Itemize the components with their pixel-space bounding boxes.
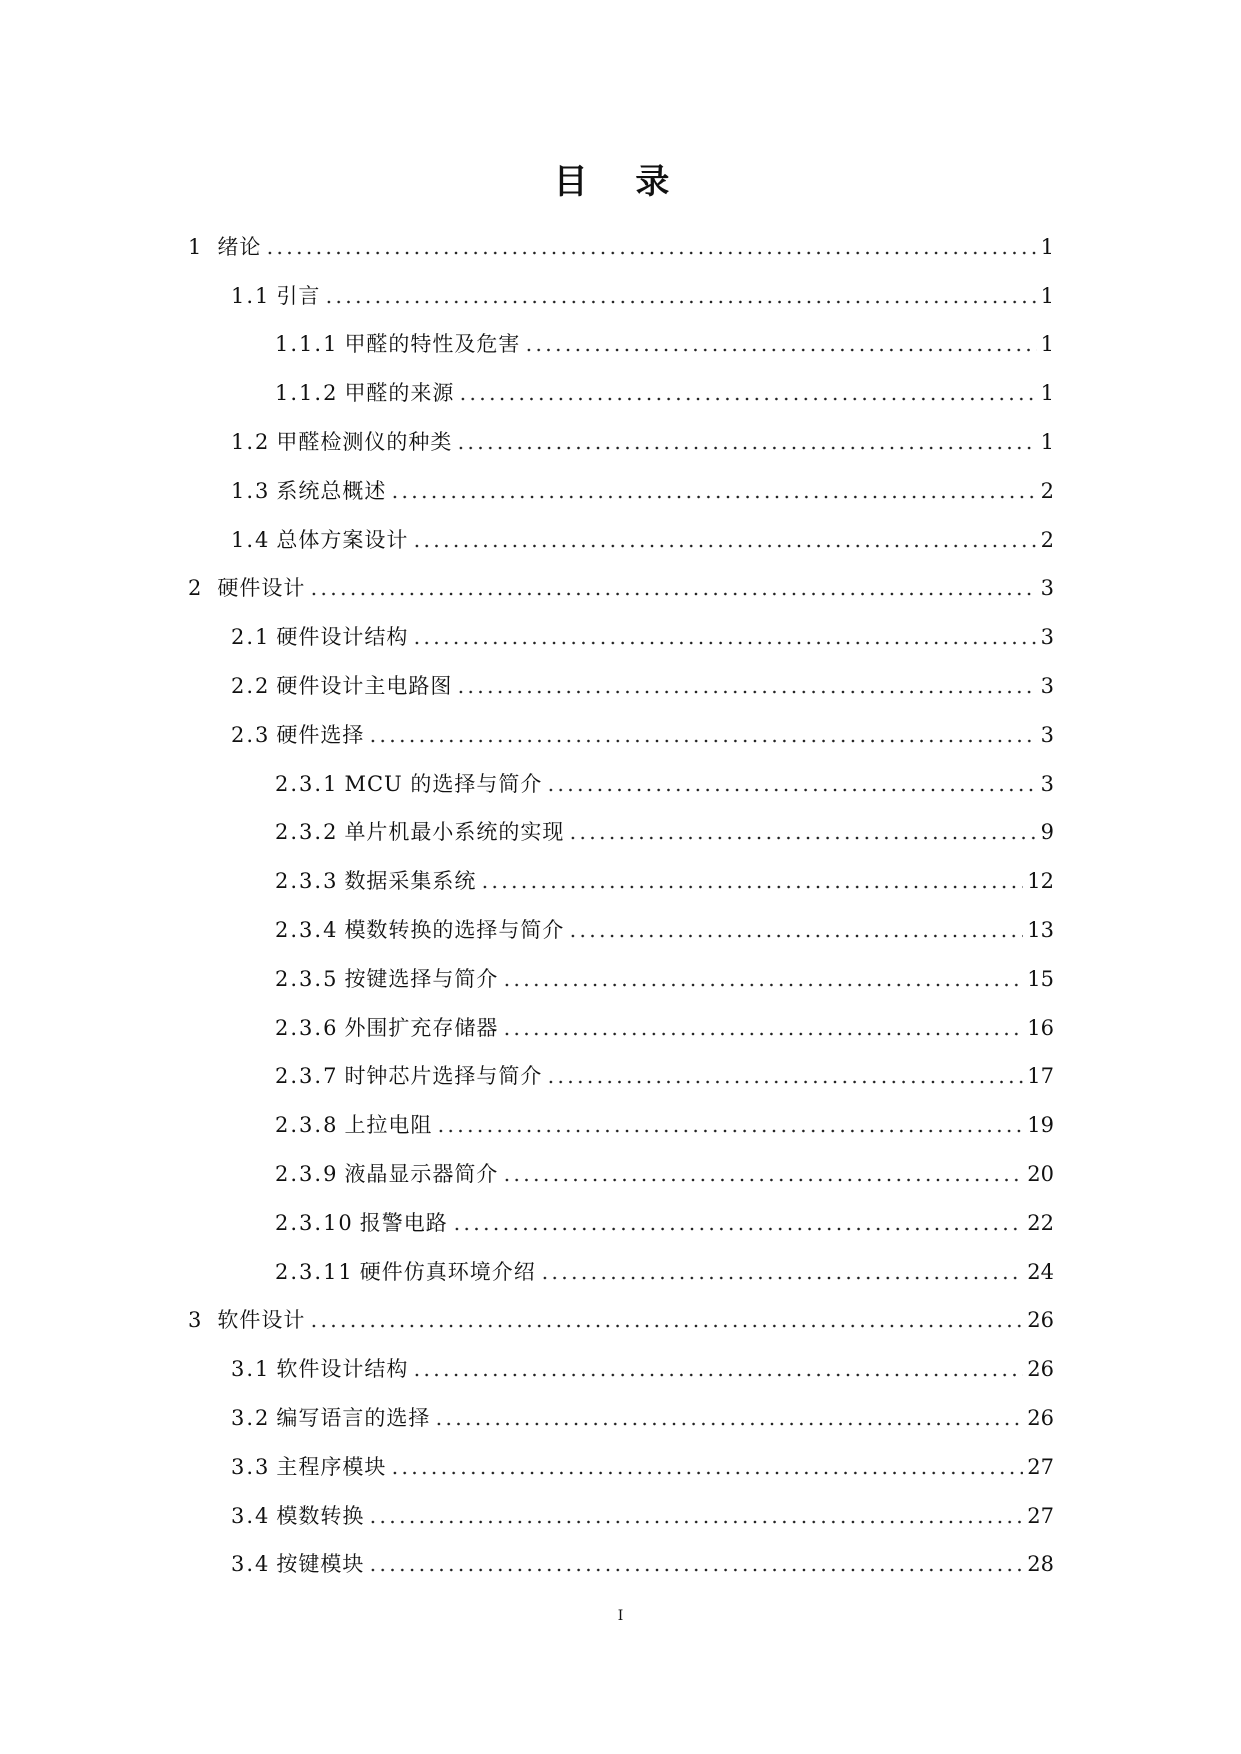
toc-entry-page: 28 — [1027, 1552, 1054, 1577]
toc-entry-title: 软件设计 — [217, 1308, 306, 1333]
toc-entry[interactable] — [231, 1489, 1054, 1538]
toc-entry-title: 数据采集系统 — [344, 869, 477, 894]
toc-entry-page: 1 — [1040, 283, 1054, 308]
toc-dot-leader — [368, 1520, 1023, 1524]
toc-entry-title: 时钟芯片选择与简介 — [344, 1064, 543, 1089]
toc-entry-title: 按键模块 — [276, 1552, 365, 1577]
toc-dot-leader — [480, 885, 1023, 889]
toc-entry-number: 3.2 — [231, 1405, 271, 1430]
toc-dot-leader — [456, 446, 1036, 450]
toc-entry-title: 硬件设计 — [217, 576, 306, 601]
toc-entry-page: 20 — [1027, 1161, 1054, 1186]
toc-dot-leader — [412, 641, 1036, 645]
toc-entry-title: 硬件选择 — [276, 722, 365, 747]
toc-entry[interactable] — [275, 903, 1054, 952]
toc-entry-title: 按键选择与简介 — [344, 966, 499, 991]
toc-entry-title: 硬件设计主电路图 — [276, 673, 453, 698]
toc-entry-title: 编写语言的选择 — [276, 1405, 431, 1430]
toc-dot-leader — [436, 1129, 1023, 1133]
toc-entry-title: 甲醛检测仪的种类 — [276, 429, 453, 454]
toc-entry-page: 9 — [1040, 820, 1054, 845]
toc-entry-number: 3.4 — [231, 1503, 271, 1528]
toc-entry-title: 硬件设计结构 — [276, 625, 409, 650]
toc-entry[interactable] — [275, 757, 1054, 806]
toc-entry-number: 2.3.9 — [275, 1161, 339, 1186]
toc-entry-page: 1 — [1040, 332, 1054, 357]
toc-entry-page: 26 — [1027, 1308, 1054, 1333]
toc-entry-title: 报警电路 — [359, 1210, 448, 1235]
toc-entry[interactable] — [231, 1391, 1054, 1440]
toc-entry-title: 主程序模块 — [276, 1454, 387, 1479]
toc-entry-title: MCU 的选择与简介 — [344, 771, 543, 796]
toc-entry-number: 3.1 — [231, 1357, 271, 1382]
toc-dot-leader — [568, 836, 1036, 840]
toc-entry-number: 1.4 — [231, 527, 271, 552]
toc-entry-page: 19 — [1027, 1113, 1054, 1138]
toc-entry-page: 17 — [1027, 1064, 1054, 1089]
toc-dot-leader — [434, 1422, 1023, 1426]
toc-dot-leader — [452, 1227, 1023, 1231]
toc-entry-number: 2.1 — [231, 625, 271, 650]
toc-entry[interactable] — [188, 220, 1054, 269]
toc-entry-number: 2.3.3 — [275, 869, 339, 894]
toc-entry[interactable] — [231, 659, 1054, 708]
toc-dot-leader — [546, 1080, 1023, 1084]
toc-entry[interactable] — [231, 415, 1054, 464]
toc-entry-number: 2.3.1 — [275, 771, 339, 796]
toc-dot-leader — [324, 300, 1036, 304]
toc-entry-page: 2 — [1040, 478, 1054, 503]
toc-entry-number: 2.3.11 — [275, 1259, 354, 1284]
toc-entry[interactable] — [275, 318, 1054, 367]
toc-entry[interactable] — [188, 1294, 1054, 1343]
toc-entry-page: 1 — [1040, 381, 1054, 406]
toc-entry-number: 2.3.7 — [275, 1064, 339, 1089]
toc-dot-leader — [309, 592, 1036, 596]
toc-entry-number: 3.4 — [231, 1552, 271, 1577]
toc-entry[interactable] — [275, 1098, 1054, 1147]
toc-entry-title: 模数转换的选择与简介 — [344, 917, 565, 942]
toc-entry[interactable] — [231, 610, 1054, 659]
toc-entry-number: 1.1.2 — [275, 381, 339, 406]
toc-dot-leader — [540, 1276, 1023, 1280]
toc-entry[interactable] — [231, 1342, 1054, 1391]
toc-entry-page: 26 — [1027, 1405, 1054, 1430]
toc-entry[interactable] — [231, 708, 1054, 757]
toc-entry[interactable] — [231, 269, 1054, 318]
toc-entry-number: 2.3.8 — [275, 1113, 339, 1138]
toc-entry-number: 2.3.4 — [275, 917, 339, 942]
toc-entry-page: 27 — [1027, 1454, 1054, 1479]
toc-dot-leader — [390, 495, 1036, 499]
toc-entry[interactable] — [275, 854, 1054, 903]
toc-entry-title: 引言 — [276, 283, 321, 308]
toc-entry[interactable] — [275, 1050, 1054, 1099]
toc-entry-page: 22 — [1027, 1210, 1054, 1235]
toc-entry-number: 1.2 — [231, 429, 271, 454]
toc-entry-title: 模数转换 — [276, 1503, 365, 1528]
toc-entry-number: 2 — [188, 576, 204, 601]
toc-entry-page: 26 — [1027, 1357, 1054, 1382]
toc-entry[interactable] — [275, 806, 1054, 855]
toc-entry-page: 3 — [1040, 673, 1054, 698]
toc-entry-page: 24 — [1027, 1259, 1054, 1284]
toc-entry-title: 系统总概述 — [276, 478, 387, 503]
toc-entry-page: 1 — [1040, 234, 1054, 259]
toc-dot-leader — [502, 983, 1023, 987]
toc-entry[interactable] — [275, 1001, 1054, 1050]
toc-entry[interactable] — [188, 562, 1054, 611]
toc-dot-leader — [502, 1178, 1023, 1182]
toc-entry-number: 3 — [188, 1308, 204, 1333]
toc-entry-title: 硬件仿真环境介绍 — [359, 1259, 536, 1284]
toc-entry-title: 软件设计结构 — [276, 1357, 409, 1382]
toc-dot-leader — [456, 690, 1036, 694]
toc-dot-leader — [265, 251, 1036, 255]
toc-entry-title: 外围扩充存储器 — [344, 1015, 499, 1040]
toc-entry-page: 12 — [1027, 869, 1054, 894]
toc-entry-page: 3 — [1040, 771, 1054, 796]
toc-entry-title: 甲醛的特性及危害 — [344, 332, 521, 357]
toc-entry-number: 1 — [188, 234, 204, 259]
toc-entry-number: 2.3.2 — [275, 820, 339, 845]
toc-entry-number: 1.1 — [231, 283, 271, 308]
toc-entry-page: 3 — [1040, 722, 1054, 747]
toc-entry-title: 甲醛的来源 — [344, 381, 455, 406]
toc-dot-leader — [368, 739, 1036, 743]
toc-entry-title: 绪论 — [217, 234, 262, 259]
toc-entry[interactable] — [231, 1538, 1054, 1587]
toc-dot-leader — [309, 1324, 1023, 1328]
toc-entry-page: 2 — [1040, 527, 1054, 552]
toc-entry-title: 总体方案设计 — [276, 527, 409, 552]
toc-entry-number: 2.3.6 — [275, 1015, 339, 1040]
page-title: 目 录 — [553, 162, 688, 202]
toc-entry-page: 1 — [1040, 429, 1054, 454]
toc-entry[interactable] — [231, 464, 1054, 513]
toc-dot-leader — [458, 397, 1036, 401]
toc-entry[interactable] — [275, 1147, 1054, 1196]
toc-entry-number: 2.3.5 — [275, 966, 339, 991]
toc-entry-page: 27 — [1027, 1503, 1054, 1528]
toc-dot-leader — [524, 348, 1036, 352]
toc-dot-leader — [368, 1568, 1023, 1572]
toc-entry[interactable] — [231, 513, 1054, 562]
toc-entry-title: 单片机最小系统的实现 — [344, 820, 565, 845]
toc-entry-number: 2.3.10 — [275, 1210, 354, 1235]
toc-dot-leader — [390, 1471, 1023, 1475]
toc-entry-page: 13 — [1027, 917, 1054, 942]
toc-dot-leader — [412, 544, 1036, 548]
toc-entry-page: 3 — [1040, 576, 1054, 601]
toc-entry-title: 上拉电阻 — [344, 1113, 433, 1138]
toc-entry[interactable] — [275, 952, 1054, 1001]
toc-entry[interactable] — [275, 366, 1054, 415]
toc-entry-number: 1.1.1 — [275, 332, 339, 357]
toc-entry-number: 1.3 — [231, 478, 271, 503]
toc-dot-leader — [546, 788, 1036, 792]
toc-entry-number: 3.3 — [231, 1454, 271, 1479]
toc-entry-number: 2.3 — [231, 722, 271, 747]
page-number: I — [617, 1608, 624, 1624]
toc-entry[interactable] — [231, 1440, 1054, 1489]
toc-entry-number: 2.2 — [231, 673, 271, 698]
toc-dot-leader — [502, 1032, 1023, 1036]
toc-entry[interactable] — [275, 1245, 1054, 1294]
toc-entry-page: 16 — [1027, 1015, 1054, 1040]
toc-entry[interactable] — [275, 1196, 1054, 1245]
toc-dot-leader — [568, 934, 1023, 938]
toc-entry-page: 15 — [1027, 966, 1054, 991]
table-of-contents — [0, 220, 1241, 1586]
toc-dot-leader — [412, 1373, 1023, 1377]
toc-entry-page: 3 — [1040, 625, 1054, 650]
toc-entry-title: 液晶显示器简介 — [344, 1161, 499, 1186]
